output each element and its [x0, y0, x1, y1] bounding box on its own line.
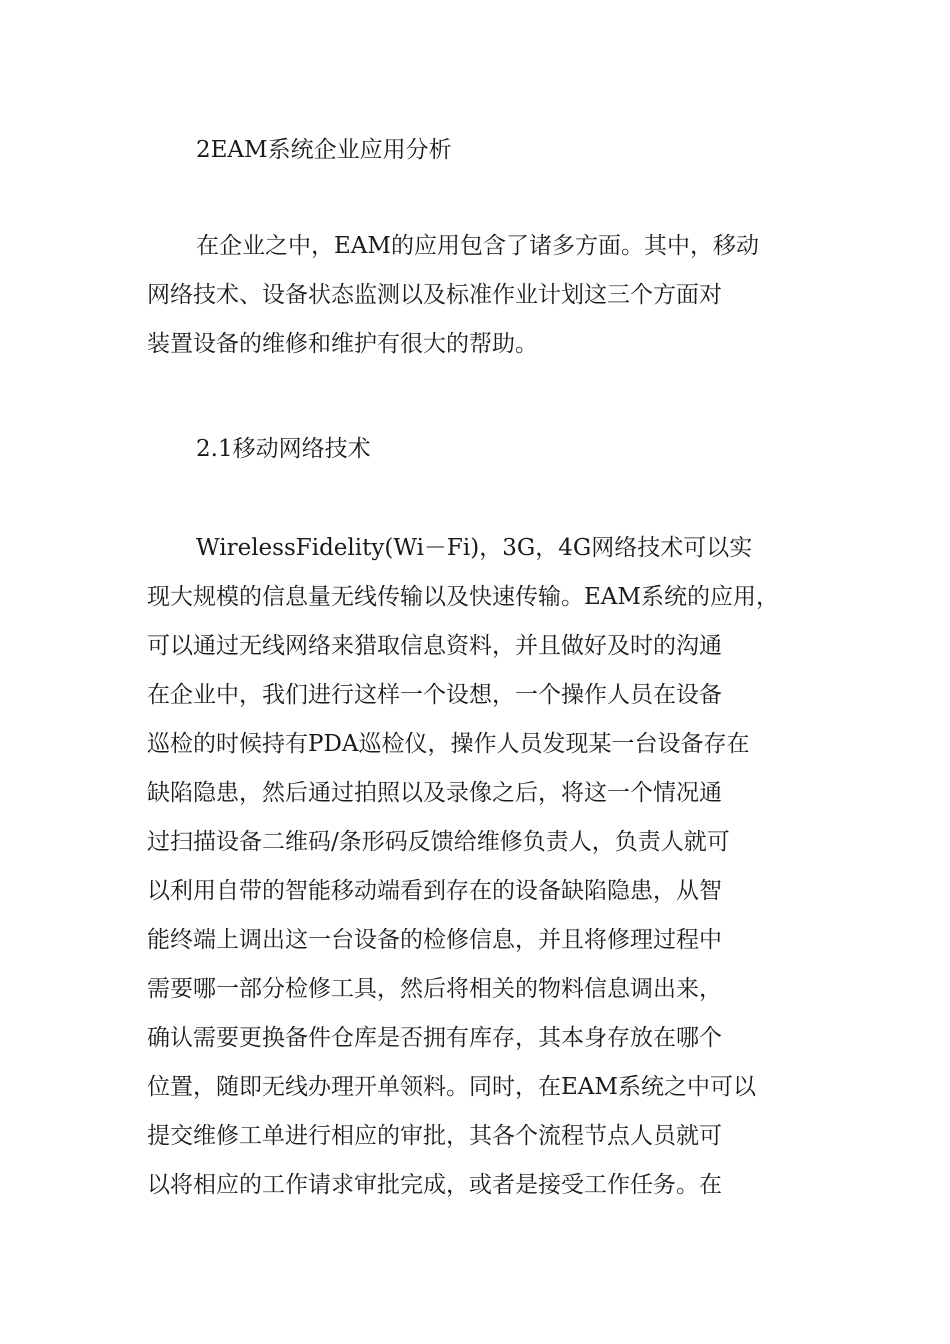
paragraph-line: 能终端上调出这一台设备的检修信息，并且将修理过程中: [147, 927, 722, 953]
paragraph-line: 可以通过无线网络来猎取信息资料，并且做好及时的沟通: [147, 633, 722, 659]
section-paragraph: [147, 222, 827, 369]
paragraph-line: 在企业之中，EAM的应用包含了诸多方面。其中，移动: [196, 233, 759, 259]
paragraph-line: 网络技术、设备状态监测以及标准作业计划这三个方面对: [147, 282, 722, 308]
paragraph-line: 在企业中，我们进行这样一个设想，一个操作人员在设备: [147, 682, 722, 708]
paragraph-line: 过扫描设备二维码/条形码反馈给维修负责人，负责人就可: [147, 829, 730, 855]
paragraph-line: 需要哪一部分检修工具，然后将相关的物料信息调出来，: [147, 976, 722, 1002]
section-heading: 2EAM系统企业应用分析: [196, 137, 452, 163]
paragraph-line: 现大规模的信息量无线传输以及快速传输。EAM系统的应用，: [147, 584, 779, 610]
subsection-paragraph: [147, 524, 827, 1210]
paragraph-line: 缺陷隐患，然后通过拍照以及录像之后，将这一个情况通: [147, 780, 722, 806]
paragraph-line: 以利用自带的智能移动端看到存在的设备缺陷隐患，从智: [147, 878, 722, 904]
paragraph-line: 以将相应的工作请求审批完成，或者是接受工作任务。在: [147, 1172, 722, 1198]
paragraph-line: WirelessFidelity(Wi－Fi)，3G，4G网络技术可以实: [196, 535, 753, 561]
paragraph-line: 巡检的时候持有PDA巡检仪，操作人员发现某一台设备存在: [147, 731, 750, 757]
subsection-heading: 2.1移动网络技术: [196, 436, 371, 462]
paragraph-line: 确认需要更换备件仓库是否拥有库存，其本身存放在哪个: [147, 1025, 722, 1051]
paragraph-line: 位置，随即无线办理开单领料。同时，在EAM系统之中可以: [147, 1074, 756, 1100]
paragraph-line: 装置设备的维修和维护有很大的帮助。: [147, 331, 538, 357]
paragraph-line: 提交维修工单进行相应的审批，其各个流程节点人员就可: [147, 1123, 722, 1149]
